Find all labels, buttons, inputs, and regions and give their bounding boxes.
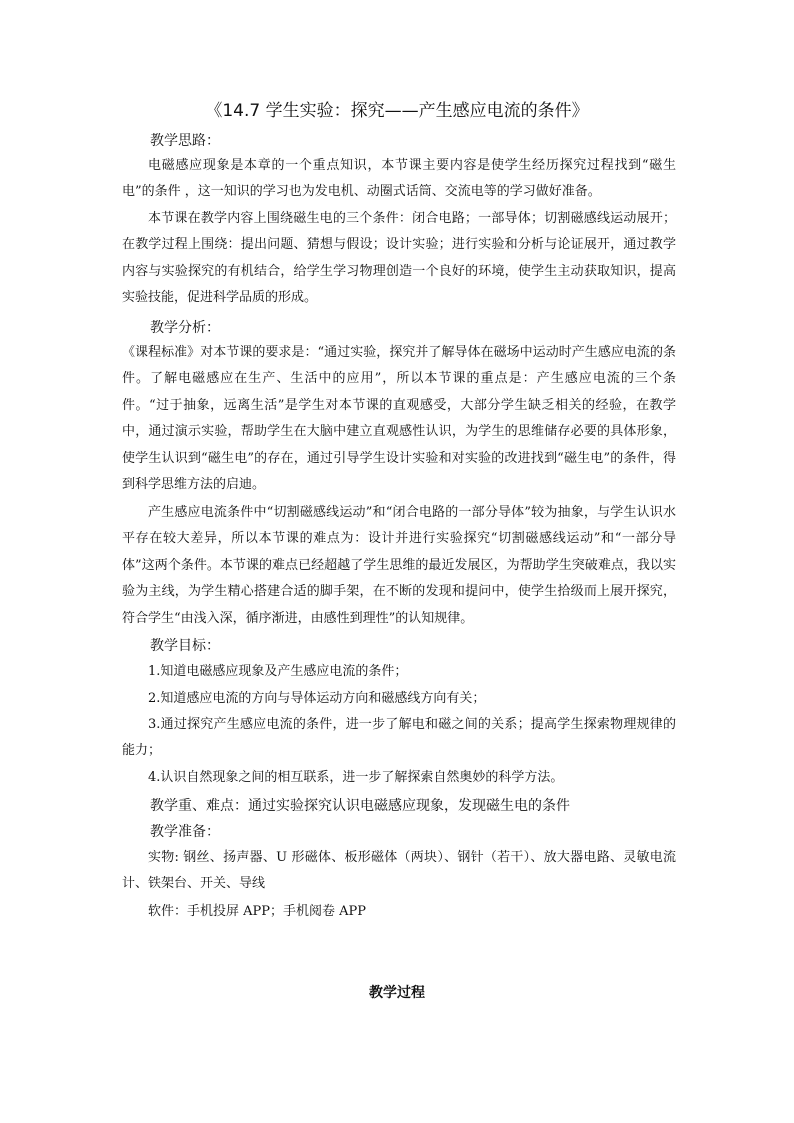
approach-heading: 教学思路： (150, 133, 220, 149)
analysis-heading: 教学分析： (150, 320, 220, 336)
goal-item-1: 1.知道电磁感应现象及产生感应电流的条件； (148, 664, 408, 679)
preparation-software: 软件：手机投屏 APP；手机阅卷 APP (148, 904, 367, 919)
document-title: 《14.7 学生实验：探究——产生感应电流的条件》 (205, 101, 589, 121)
goal-item-3: 3.通过探究产生感应电流的条件，进一步了解电和磁之间的关系；提高学生探索物理规律的能力； (122, 717, 676, 759)
preparation-items: 实物: 钢丝、扬声器、U 形磁体、板形磁体（两块）、钢针（若干）、放大器电路、灵敏电流计、铁架台、开关、导线 (122, 850, 676, 892)
goal-item-4: 4.认识自然现象之间的相互联系，进一步了解探索自然奥妙的科学方法。 (148, 770, 564, 785)
analysis-paragraph-2: 产生感应电流条件中“切割磁感线运动”和“闭合电路的一部分导体”较为抽象，与学生认识水平存在较大差异，所以本节课的难点为：设计并进行实验探究“切割磁感线运动”和“一部分导体”这两个条件。本节课的难点已经超越了学生思维的最近发展区，为帮助学生突破难点，我以实验为主线，为学生精心搭建合适的脚手架，在不断的发现和提问中，使学生拾级而上展开探究，符合学生“由浅入深，循序渐进，由感性到理性”的认知规律。 (122, 505, 676, 626)
approach-paragraph-2: 本节课在教学内容上围绕磁生电的三个条件：闭合电路；一部导体；切割磁感线运动展开；在教学过程上围绕：提出问题、猜想与假设；设计实验；进行实验和分析与论证展开，通过教学内容与实验探究的有机结合，给学生学习物理创造一个良好的环境，使学生主动获取知识，提高实验技能，促进科学品质的形成。 (122, 211, 676, 306)
analysis-paragraph-1: 《课程标准》对本节课的要求是：“通过实验，探究并了解导体在磁场中运动时产生感应电流的条件。了解电磁感应在生产、生活中的应用”，所以本节课的重点是：产生感应电流的三个条件。“过于抽象，远离生活”是学生对本节课的直观感受，大部分学生缺乏相关的经验，在教学中，通过演示实验，帮助学生在大脑中建立直观感性认识，为学生的思维储存必要的具体形象，使学生认识到“磁生电”的存在，通过引导学生设计实验和对实验的改进找到“磁生电”的条件，得到科学思维方法的启迪。 (122, 345, 676, 493)
approach-paragraph-1: 电磁感应现象是本章的一个重点知识，本节课主要内容是使学生经历探究过程找到“磁生电”的条件 ，这一知识的学习也为发电机、动圈式话筒、交流电等的学习做好准备。 (122, 158, 676, 200)
process-heading: 教学过程 (369, 985, 425, 1001)
goals-heading: 教学目标： (150, 638, 220, 654)
key-difficult-points: 教学重、难点：通过实验探究认识电磁感应现象，发现磁生电的条件 (150, 798, 570, 814)
preparation-heading: 教学准备： (150, 824, 220, 840)
goal-item-2: 2.知道感应电流的方向与导体运动方向和磁感线方向有关； (148, 691, 486, 706)
